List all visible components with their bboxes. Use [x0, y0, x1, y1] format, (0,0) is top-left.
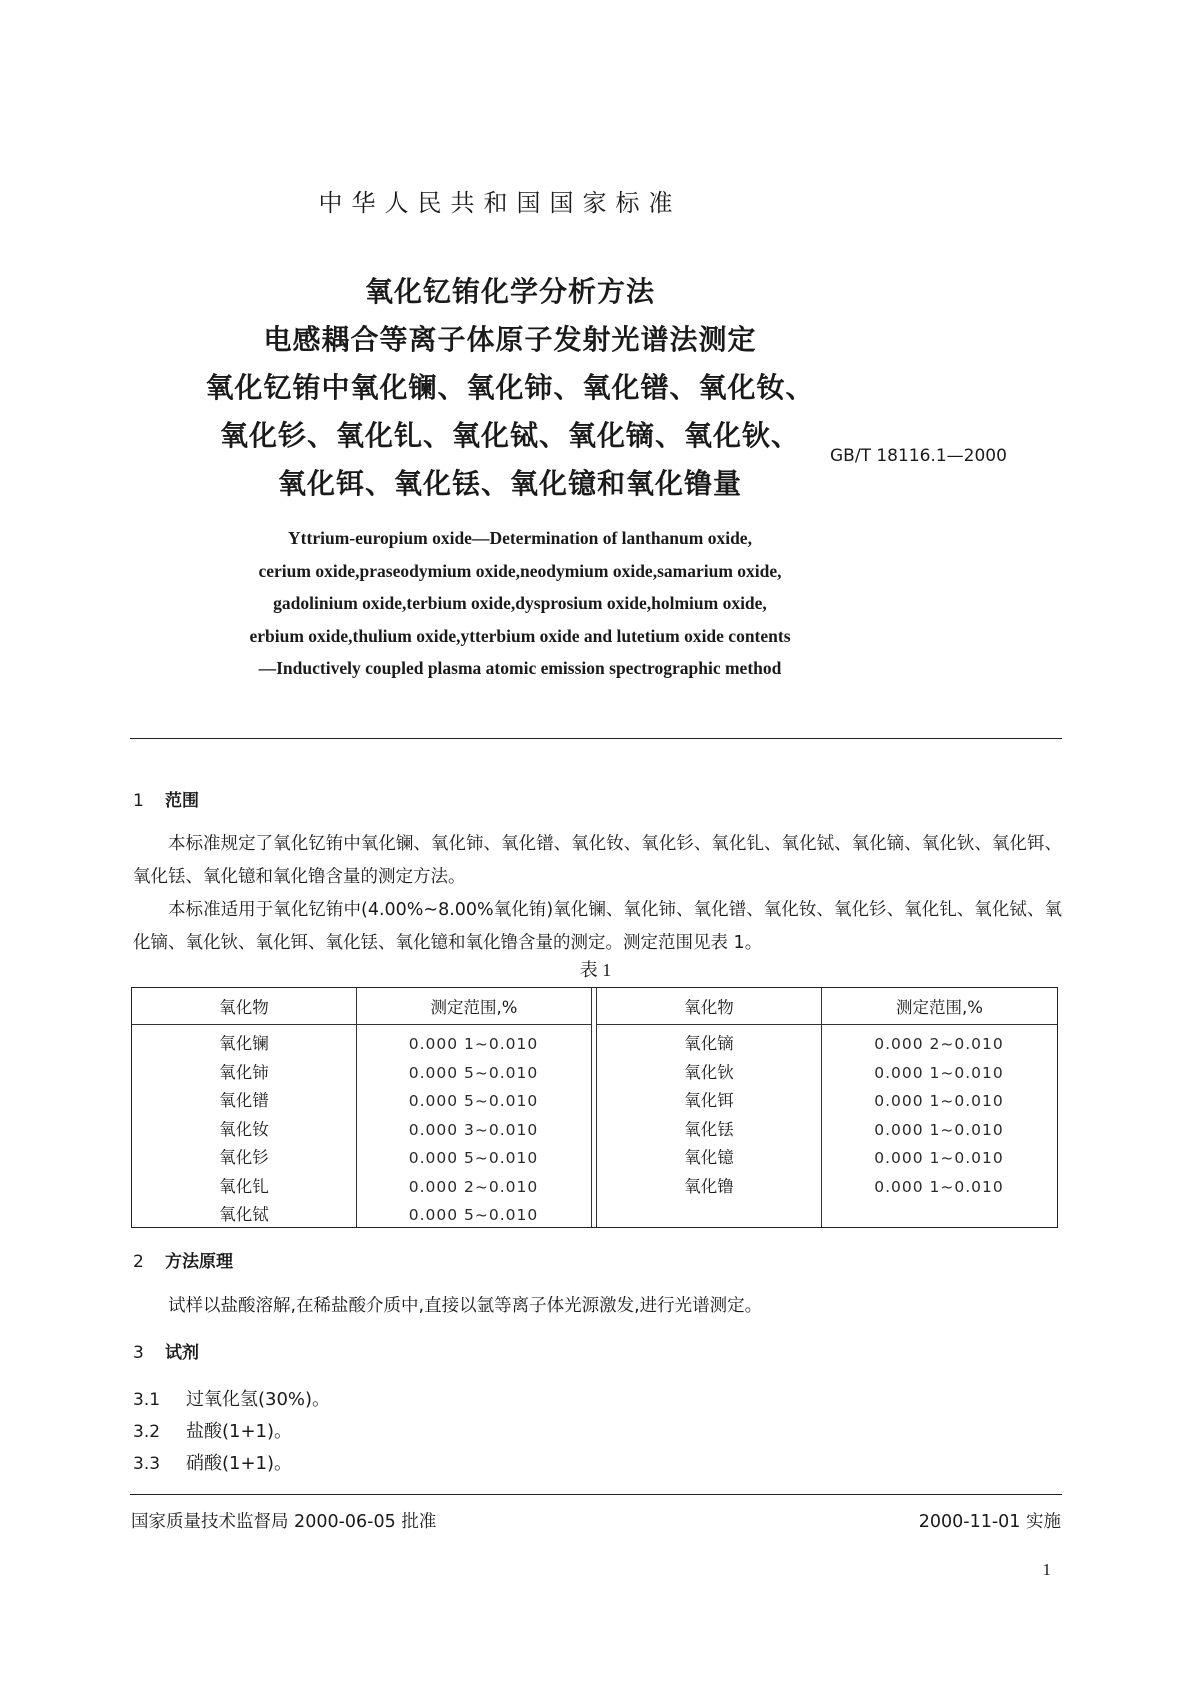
effective-date: 2000-11-01 实施 — [918, 1512, 1061, 1532]
reagent-number: 3.1 — [133, 1390, 161, 1410]
section-number: 3 — [133, 1343, 144, 1363]
oxide-name-cell: 氧化钕 — [219, 1119, 269, 1139]
reagent-item — [133, 1385, 330, 1411]
header-oxide: 氧化物 — [132, 988, 357, 1024]
table-left-body — [132, 1025, 591, 1230]
english-title-line: Yttrium-europium oxide—Determination of lanthanum oxide, — [288, 528, 752, 548]
oxide-name-cell: 氧化铈 — [219, 1062, 269, 1082]
range-value-cell: 0.000 1~0.010 — [874, 1120, 1004, 1139]
chinese-title — [160, 268, 860, 508]
table-row — [132, 1201, 591, 1230]
range-value-cell: 0.000 2~0.010 — [874, 1035, 1004, 1053]
reagent-number: 3.2 — [133, 1422, 161, 1442]
range-value-cell: 0.000 2~0.010 — [408, 1177, 539, 1196]
section-1-paragraph-1: 本标准规定了氧化钇铕中氧化镧、氧化铈、氧化镨、氧化钕、氧化钐、氧化钆、氧化铽、氧化镝、氧化钬、氧化铒、氧化铥、氧化镱和氧化镥含量的测定方法。 — [133, 834, 1062, 887]
reagent-text: 盐酸(1+1)。 — [186, 1421, 293, 1442]
oxide-name-cell: 氧化镱 — [684, 1148, 734, 1167]
section-number: 2 — [133, 1252, 144, 1272]
chinese-title-line: 氧化钇铕中氧化镧、氧化铈、氧化镨、氧化钕、 — [205, 371, 815, 404]
reagent-item — [133, 1417, 292, 1443]
section-number: 1 — [133, 791, 144, 811]
english-title-line: cerium oxide,praseodymium oxide,neodymium oxide,samarium oxide, — [258, 560, 782, 581]
section-title: 方法原理 — [165, 1252, 233, 1272]
header-range: 测定范围,% — [896, 998, 983, 1017]
english-title-line: —Inductively coupled plasma atomic emission spectrographic method — [258, 658, 782, 678]
reagent-text: 硝酸(1+1)。 — [186, 1453, 293, 1474]
oxide-name-cell: 氧化镥 — [684, 1176, 734, 1196]
section-3-heading — [133, 1338, 199, 1363]
table-row — [132, 1059, 591, 1088]
table-header-row — [132, 988, 591, 1025]
standard-number: GB/T 18116.1—2000 — [830, 446, 1007, 466]
chinese-title-line: 电感耦合等离子体原子发射光谱法测定 — [263, 323, 757, 356]
oxide-name-cell: 氧化铒 — [684, 1091, 734, 1110]
table-row — [132, 1116, 591, 1145]
table-row — [597, 1030, 1057, 1059]
table-left-half — [132, 988, 592, 1227]
section-2-paragraph: 试样以盐酸溶解,在稀盐酸介质中,直接以氩等离子体光源激发,进行光谱测定。 — [168, 1296, 763, 1316]
header-range: 测定范围,% — [430, 998, 518, 1017]
measurement-range-table — [131, 987, 1058, 1228]
approval-line: 国家质量技术监督局 2000-06-05 批准 — [131, 1512, 437, 1532]
standard-header: 中华人民共和国国家标准 — [318, 189, 682, 217]
oxide-name-cell: 氧化镨 — [219, 1091, 269, 1110]
section-2-heading — [133, 1247, 233, 1272]
range-value-cell: 0.000 5~0.010 — [408, 1149, 539, 1167]
table-row — [597, 1173, 1057, 1202]
range-value-cell: 0.000 1~0.010 — [874, 1063, 1004, 1082]
range-value-cell: 0.000 1~0.010 — [874, 1177, 1004, 1196]
range-value-cell: 0.000 1~0.010 — [408, 1035, 539, 1053]
chinese-title-line: 氧化铒、氧化铥、氧化镱和氧化镥量 — [277, 467, 742, 500]
oxide-name-cell: 氧化钬 — [684, 1062, 734, 1082]
table-row — [597, 1116, 1057, 1145]
english-title-line: gadolinium oxide,terbium oxide,dysprosium oxide,holmium oxide, — [273, 593, 767, 613]
range-value-cell: 0.000 3~0.010 — [408, 1120, 539, 1139]
table-row — [597, 1087, 1057, 1116]
table-row — [132, 1030, 591, 1059]
header-divider — [130, 738, 1062, 739]
reagent-number: 3.3 — [133, 1454, 161, 1474]
oxide-name-cell: 氧化镧 — [219, 1034, 269, 1053]
oxide-name-cell: 氧化镝 — [684, 1034, 734, 1053]
table-row — [132, 1173, 591, 1202]
table-right-body — [597, 1025, 1057, 1201]
english-title — [140, 522, 900, 685]
range-value-cell: 0.000 1~0.010 — [874, 1092, 1004, 1110]
page-number: 1 — [1042, 1560, 1051, 1579]
range-value-cell: 0.000 5~0.010 — [408, 1092, 539, 1110]
chinese-title-line: 氧化钐、氧化钆、氧化铽、氧化镝、氧化钬、 — [219, 419, 800, 452]
footer-divider — [130, 1494, 1062, 1495]
column-divider — [356, 988, 357, 1227]
table-caption: 表 1 — [579, 960, 612, 980]
oxide-name-cell: 氧化铽 — [219, 1205, 269, 1224]
range-value-cell: 0.000 1~0.010 — [874, 1149, 1004, 1167]
section-1-heading — [133, 786, 199, 811]
range-value-cell: 0.000 5~0.010 — [408, 1063, 539, 1082]
range-value-cell: 0.000 5~0.010 — [408, 1206, 539, 1224]
table-row — [132, 1087, 591, 1116]
oxide-name-cell: 氧化铥 — [684, 1119, 734, 1139]
table-row — [132, 1144, 591, 1173]
section-title: 范围 — [165, 791, 199, 811]
oxide-name-cell: 氧化钆 — [219, 1176, 269, 1196]
reagent-text: 过氧化氢(30%)。 — [186, 1389, 331, 1410]
section-title: 试剂 — [165, 1343, 199, 1363]
table-row — [597, 1059, 1057, 1088]
english-title-line: erbium oxide,thulium oxide,ytterbium oxide and lutetium oxide contents — [249, 625, 791, 646]
column-divider — [821, 988, 822, 1227]
table-row — [597, 1144, 1057, 1173]
table-right-half — [596, 988, 1057, 1227]
table-header-row — [597, 988, 1057, 1025]
section-1-paragraph-2: 本标准适用于氧化钇铕中(4.00%~8.00%氧化铕)氧化镧、氧化铈、氧化镨、氧化钕、氧化钐、氧化钆、氧化铽、氧化镝、氧化钬、氧化铒、氧化铥、氧化镱和氧化镥含量的测定。测定范围见表 1。 — [133, 900, 1062, 953]
chinese-title-line: 氧化钇铕化学分析方法 — [364, 275, 655, 308]
header-oxide: 氧化物 — [597, 988, 822, 1024]
oxide-name-cell: 氧化钐 — [219, 1148, 269, 1167]
reagent-item — [133, 1449, 292, 1475]
